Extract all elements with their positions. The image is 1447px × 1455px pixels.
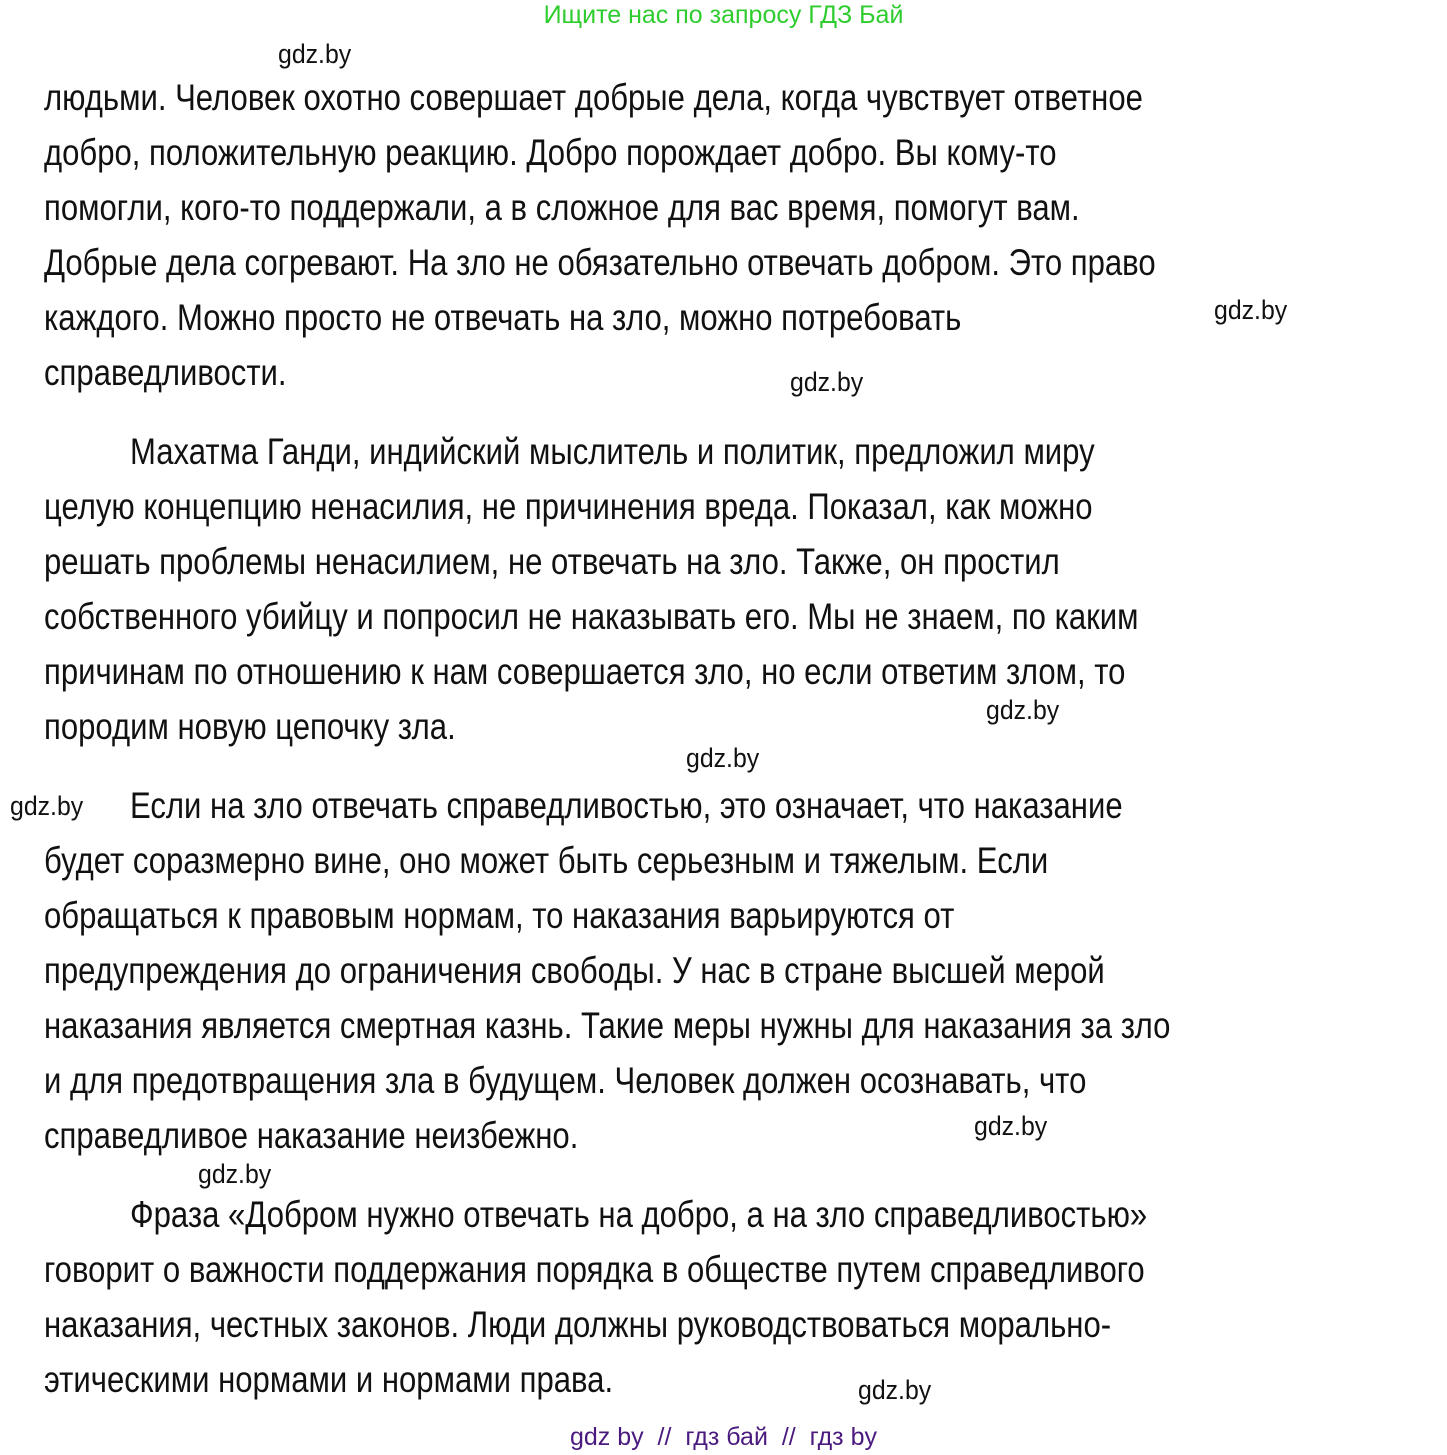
text-line: причинам по отношению к нам совершается зло, но если ответим злом, то xyxy=(44,651,1126,692)
watermark: gdz.by xyxy=(858,1375,932,1405)
text-line: целую концепцию ненасилия, не причинения вреда. Показал, как можно xyxy=(44,486,1093,527)
text-line: и для предотвращения зла в будущем. Человек должен осознавать, что xyxy=(44,1060,1087,1101)
text-line: собственного убийцу и попросил не наказывать его. Мы не знаем, по каким xyxy=(44,596,1139,637)
watermark: gdz.by xyxy=(278,39,352,69)
text-line: справедливости. xyxy=(44,352,287,393)
text-line: наказания, честных законов. Люди должны руководствоваться морально- xyxy=(44,1304,1112,1345)
text-line: Добрые дела согревают. На зло не обязательно отвечать добром. Это право xyxy=(44,242,1156,283)
text-line: Фраза «Добром нужно отвечать на добро, а на зло справедливостью» xyxy=(130,1194,1148,1235)
text-line: справедливое наказание неизбежно. xyxy=(44,1115,579,1156)
watermark: gdz.by xyxy=(1214,295,1288,325)
watermark: gdz.by xyxy=(198,1159,272,1189)
watermark: gdz.by xyxy=(686,743,760,773)
text-line: каждого. Можно просто не отвечать на зло, можно потребовать xyxy=(44,297,962,338)
text-line: говорит о важности поддержания порядка в обществе путем справедливого xyxy=(44,1249,1145,1290)
header-banner: Ищите нас по запросу ГДЗ Бай xyxy=(543,1,904,29)
watermark: gdz.by xyxy=(10,791,84,821)
text-line: будет соразмерно вине, оно может быть серьезным и тяжелым. Если xyxy=(44,840,1049,881)
text-line: помогли, кого-то поддержали, а в сложное для вас время, помогут вам. xyxy=(44,187,1080,228)
text-line: породим новую цепочку зла. xyxy=(44,706,456,747)
text-line: предупреждения до ограничения свободы. У нас в стране высшей мерой xyxy=(44,950,1105,991)
text-line: решать проблемы ненасилием, не отвечать на зло. Также, он простил xyxy=(44,541,1060,582)
text-line: людьми. Человек охотно совершает добрые дела, когда чувствует ответное xyxy=(44,77,1143,118)
text-line: наказания является смертная казнь. Такие меры нужны для наказания за зло xyxy=(44,1005,1171,1046)
text-line: добро, положительную реакцию. Добро порождает добро. Вы кому-то xyxy=(44,132,1057,173)
text-line: этическими нормами и нормами права. xyxy=(44,1359,614,1400)
watermark: gdz.by xyxy=(790,367,864,397)
footer-banner: gdz by // гдз бай // гдз by xyxy=(569,1423,877,1451)
text-line: Если на зло отвечать справедливостью, это означает, что наказание xyxy=(130,785,1123,826)
watermark: gdz.by xyxy=(974,1111,1048,1141)
text-line: обращаться к правовым нормам, то наказания варьируются от xyxy=(44,895,955,936)
text-line: Махатма Ганди, индийский мыслитель и политик, предложил миру xyxy=(130,431,1095,472)
watermark: gdz.by xyxy=(986,695,1060,725)
